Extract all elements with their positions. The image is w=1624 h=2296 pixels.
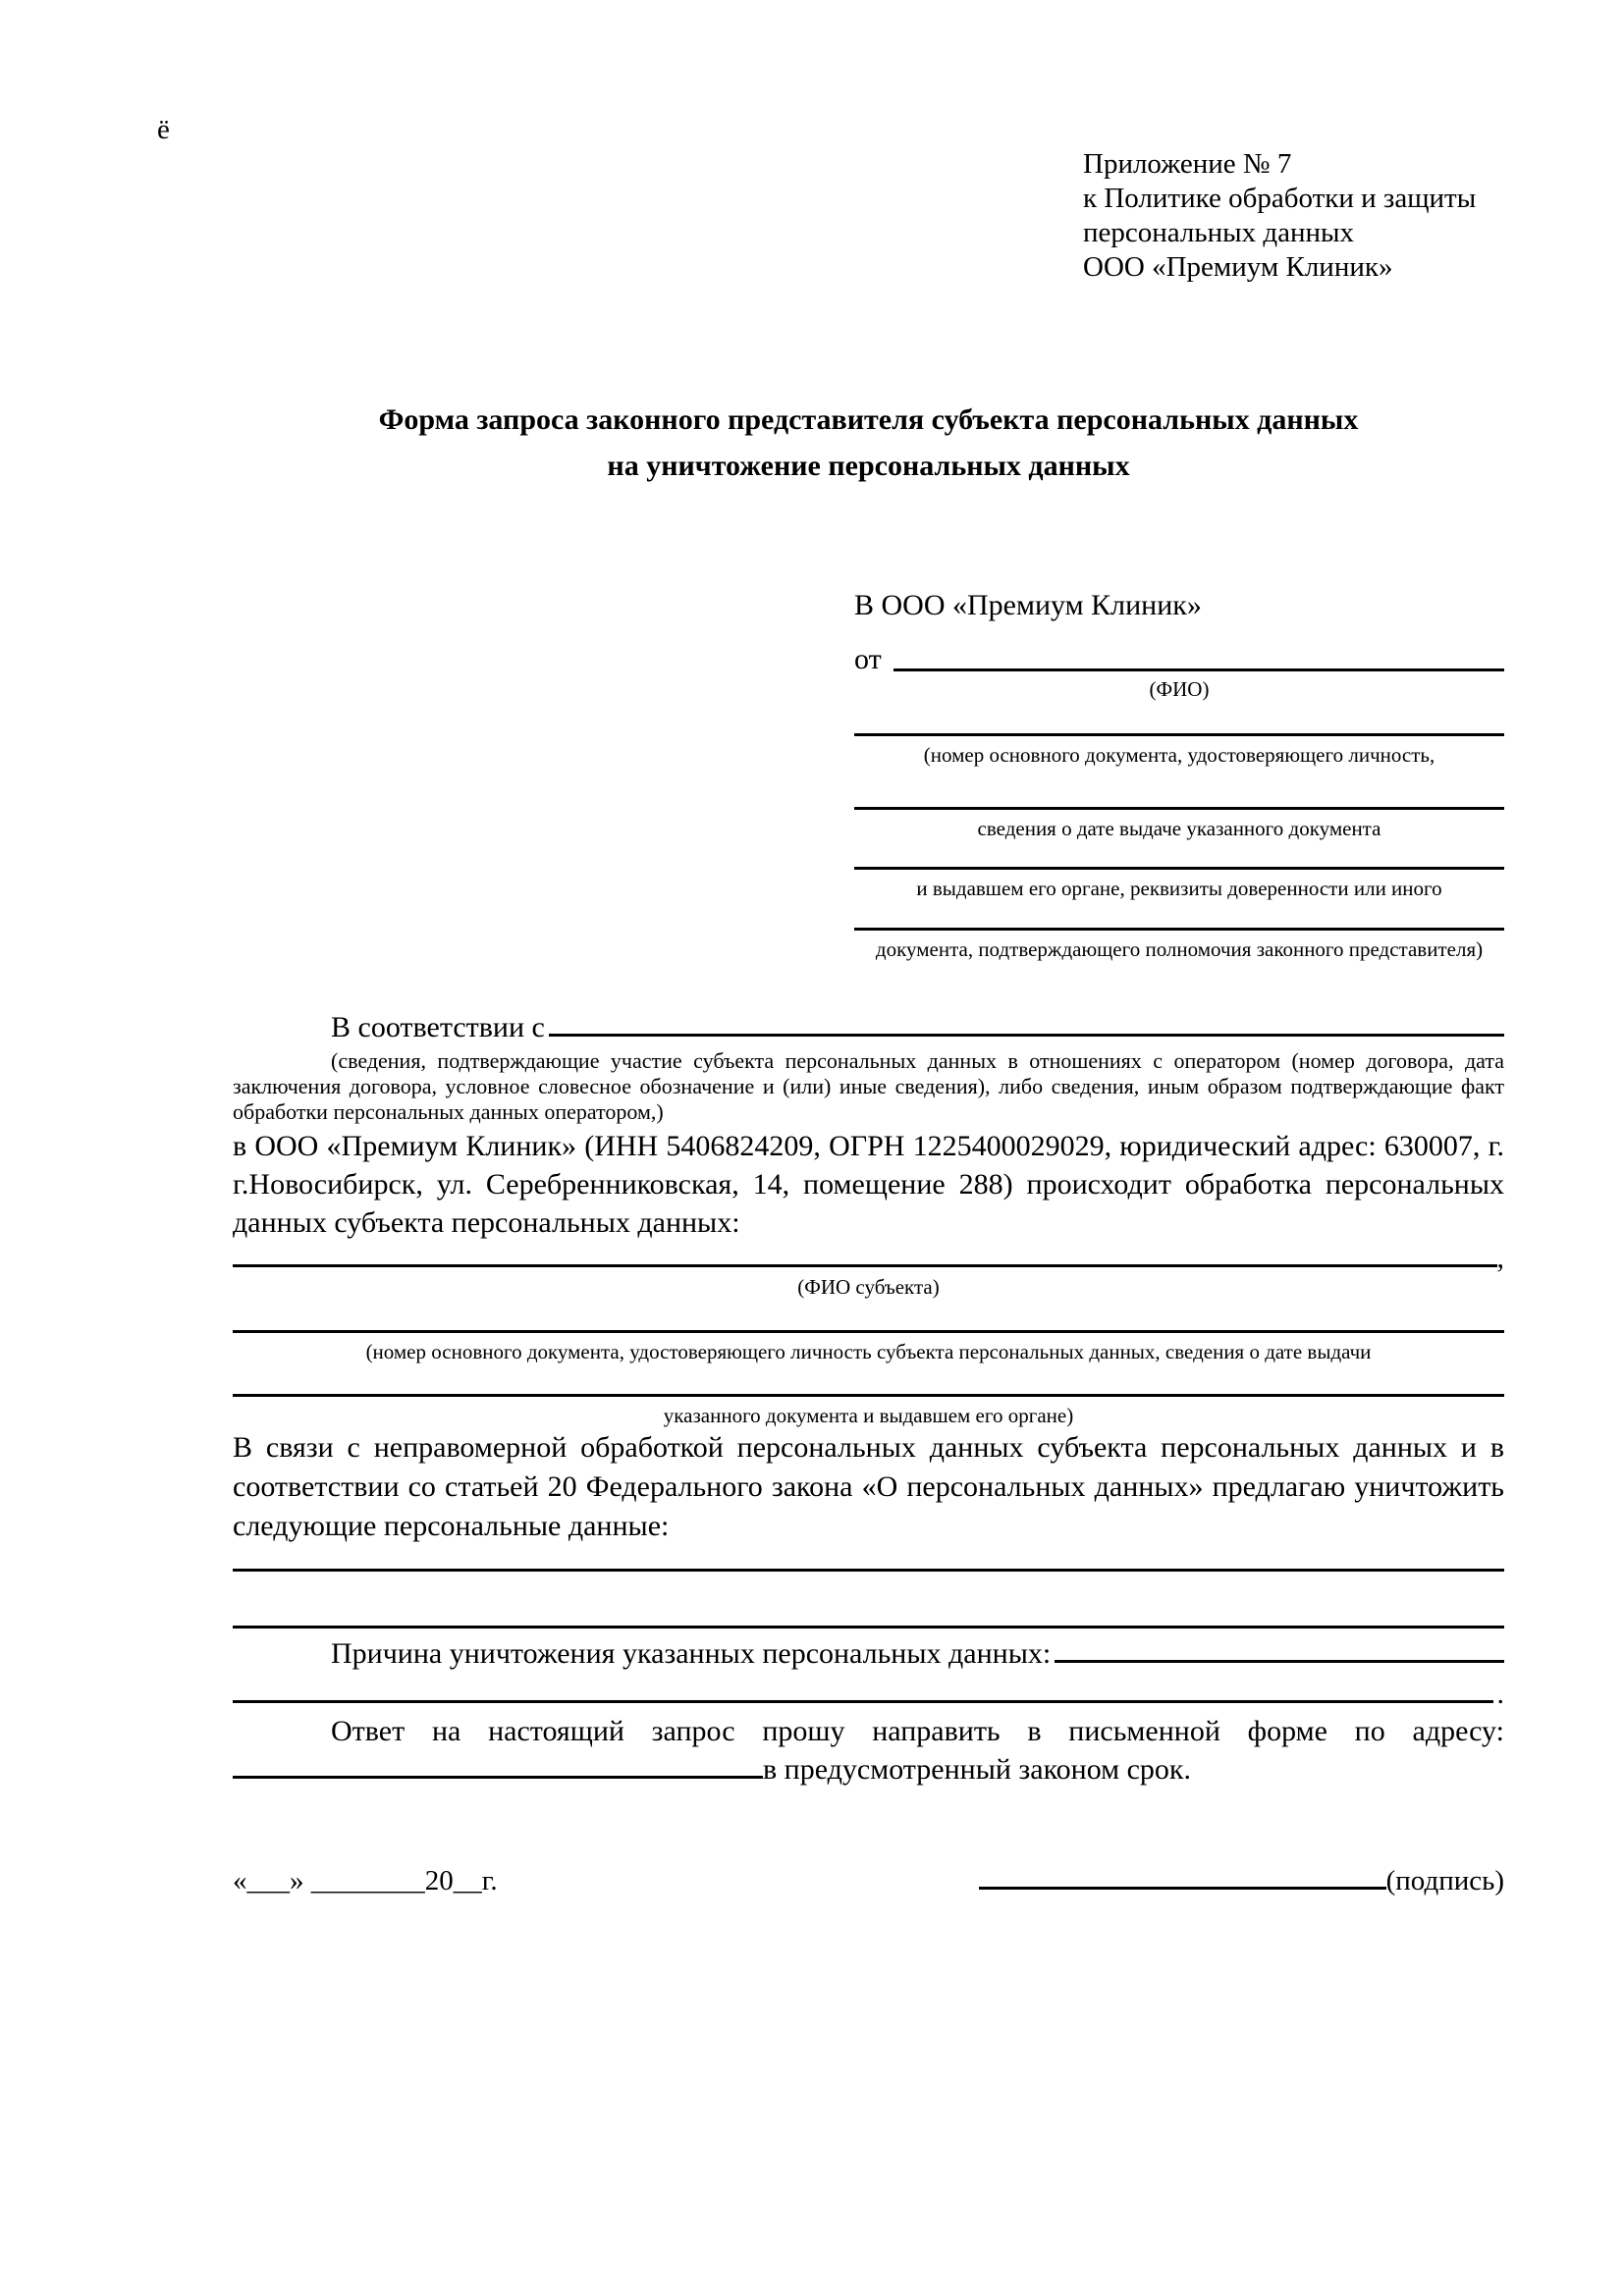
appendix-line: персональных данных — [1083, 217, 1355, 248]
representative-doc-blank-line — [854, 733, 1504, 736]
reply-tail: в предусмотренный законом срок. — [763, 1753, 1191, 1786]
appendix-line: ООО «Премиум Клиник» — [1083, 251, 1393, 283]
stray-char-yo: ё — [157, 114, 170, 145]
signature-caption: (подпись) — [1385, 1865, 1504, 1896]
from-name-blank-line — [893, 645, 1504, 671]
from-row — [854, 645, 1504, 674]
representative-doc-caption: документа, подтверждающего полномочия законного представителя) — [875, 937, 1484, 961]
subject-fio-blank-line — [233, 1238, 1497, 1267]
representative-doc-caption: и выдавшем его органе, реквизиты доверенности или иного — [916, 877, 1442, 900]
date-blank-line: «___» ________20__г. — [233, 1865, 498, 1896]
data-to-destroy-blank-line — [233, 1569, 1504, 1572]
subject-fio-row — [233, 1238, 1504, 1275]
form-title-line-2: на уничтожение персональных данных — [607, 450, 1130, 482]
reply-address-row — [233, 1749, 1504, 1787]
footer-row — [233, 1861, 1504, 1897]
signature-blank-line — [979, 1861, 1386, 1890]
trailing-comma: , — [1496, 1242, 1504, 1274]
demand-paragraph: В связи с неправомерной обработкой персональных данных субъекта персональных данных и в соответствии со статьей 20 Федерального закона «О персональных данных» предлагаю уничтожить следующие персональные данные: — [233, 1431, 1504, 1542]
accordance-label: В соответствии с — [331, 1011, 545, 1043]
representative-doc-blank-line — [854, 928, 1504, 931]
accordance-row — [233, 1007, 1504, 1044]
subject-fio-caption: (ФИО субъекта) — [797, 1275, 940, 1299]
appendix-line: Приложение № 7 — [1083, 148, 1292, 180]
accordance-blank-line — [549, 1007, 1504, 1037]
form-title-line-1: Форма запроса законного представителя субъекта персональных данных — [378, 403, 1359, 436]
reason-blank-line — [1055, 1633, 1504, 1663]
subject-doc-blank-line — [233, 1394, 1504, 1397]
representative-doc-blank-line — [854, 867, 1504, 870]
form-title — [233, 397, 1504, 489]
representative-doc-caption: сведения о дате выдаче указанного документа — [977, 817, 1381, 840]
reply-paragraph: Ответ на настоящий запрос прошу направить в письменной форме по адресу: — [331, 1715, 1504, 1747]
representative-doc-blank-line — [854, 807, 1504, 810]
reason-continuation-row — [233, 1674, 1504, 1711]
subject-doc-caption: указанного документа и выдавшем его органе) — [663, 1404, 1074, 1427]
reason-label: Причина уничтожения указанных персональных данных: — [331, 1637, 1052, 1670]
reason-blank-line — [233, 1674, 1493, 1703]
reply-address-blank-line — [233, 1749, 763, 1779]
subject-doc-caption: (номер основного документа, удостоверяющего личность субъекта персональных данных, сведения о дате выдачи — [365, 1340, 1372, 1363]
representative-doc-caption: (номер основного документа, удостоверяющего личность, — [923, 743, 1435, 767]
addressee-block — [854, 588, 1504, 960]
subject-doc-blank-line — [233, 1330, 1504, 1333]
addressee-to-line: В ООО «Премиум Клиник» — [854, 589, 1202, 621]
reason-line-terminator: . — [1496, 1678, 1504, 1710]
appendix-block — [1083, 147, 1476, 285]
from-label: от — [854, 643, 882, 675]
appendix-line: к Политике обработки и защиты — [1083, 183, 1477, 214]
reason-row — [233, 1633, 1504, 1671]
fio-caption: (ФИО) — [1149, 677, 1210, 701]
data-to-destroy-blank-line — [233, 1626, 1504, 1629]
accordance-note: (сведения, подтверждающие участие субъекта персональных данных в отношениях с оператором (номер договора, дата заключения договора, условное словесное обозначение и (или) иные сведения), либо сведения, иным образом подтверждающие факт обработки персональных данных оператором,) — [233, 1048, 1504, 1124]
operator-paragraph: в ООО «Премиум Клиник» (ИНН 5406824209, ОГРН 1225400029029, юридический адрес: 630007, г. г.Новосибирск, ул. Серебренниковская, 14, помещение 288) происходит обработка персональных данных субъекта персональных данных: — [233, 1130, 1504, 1239]
